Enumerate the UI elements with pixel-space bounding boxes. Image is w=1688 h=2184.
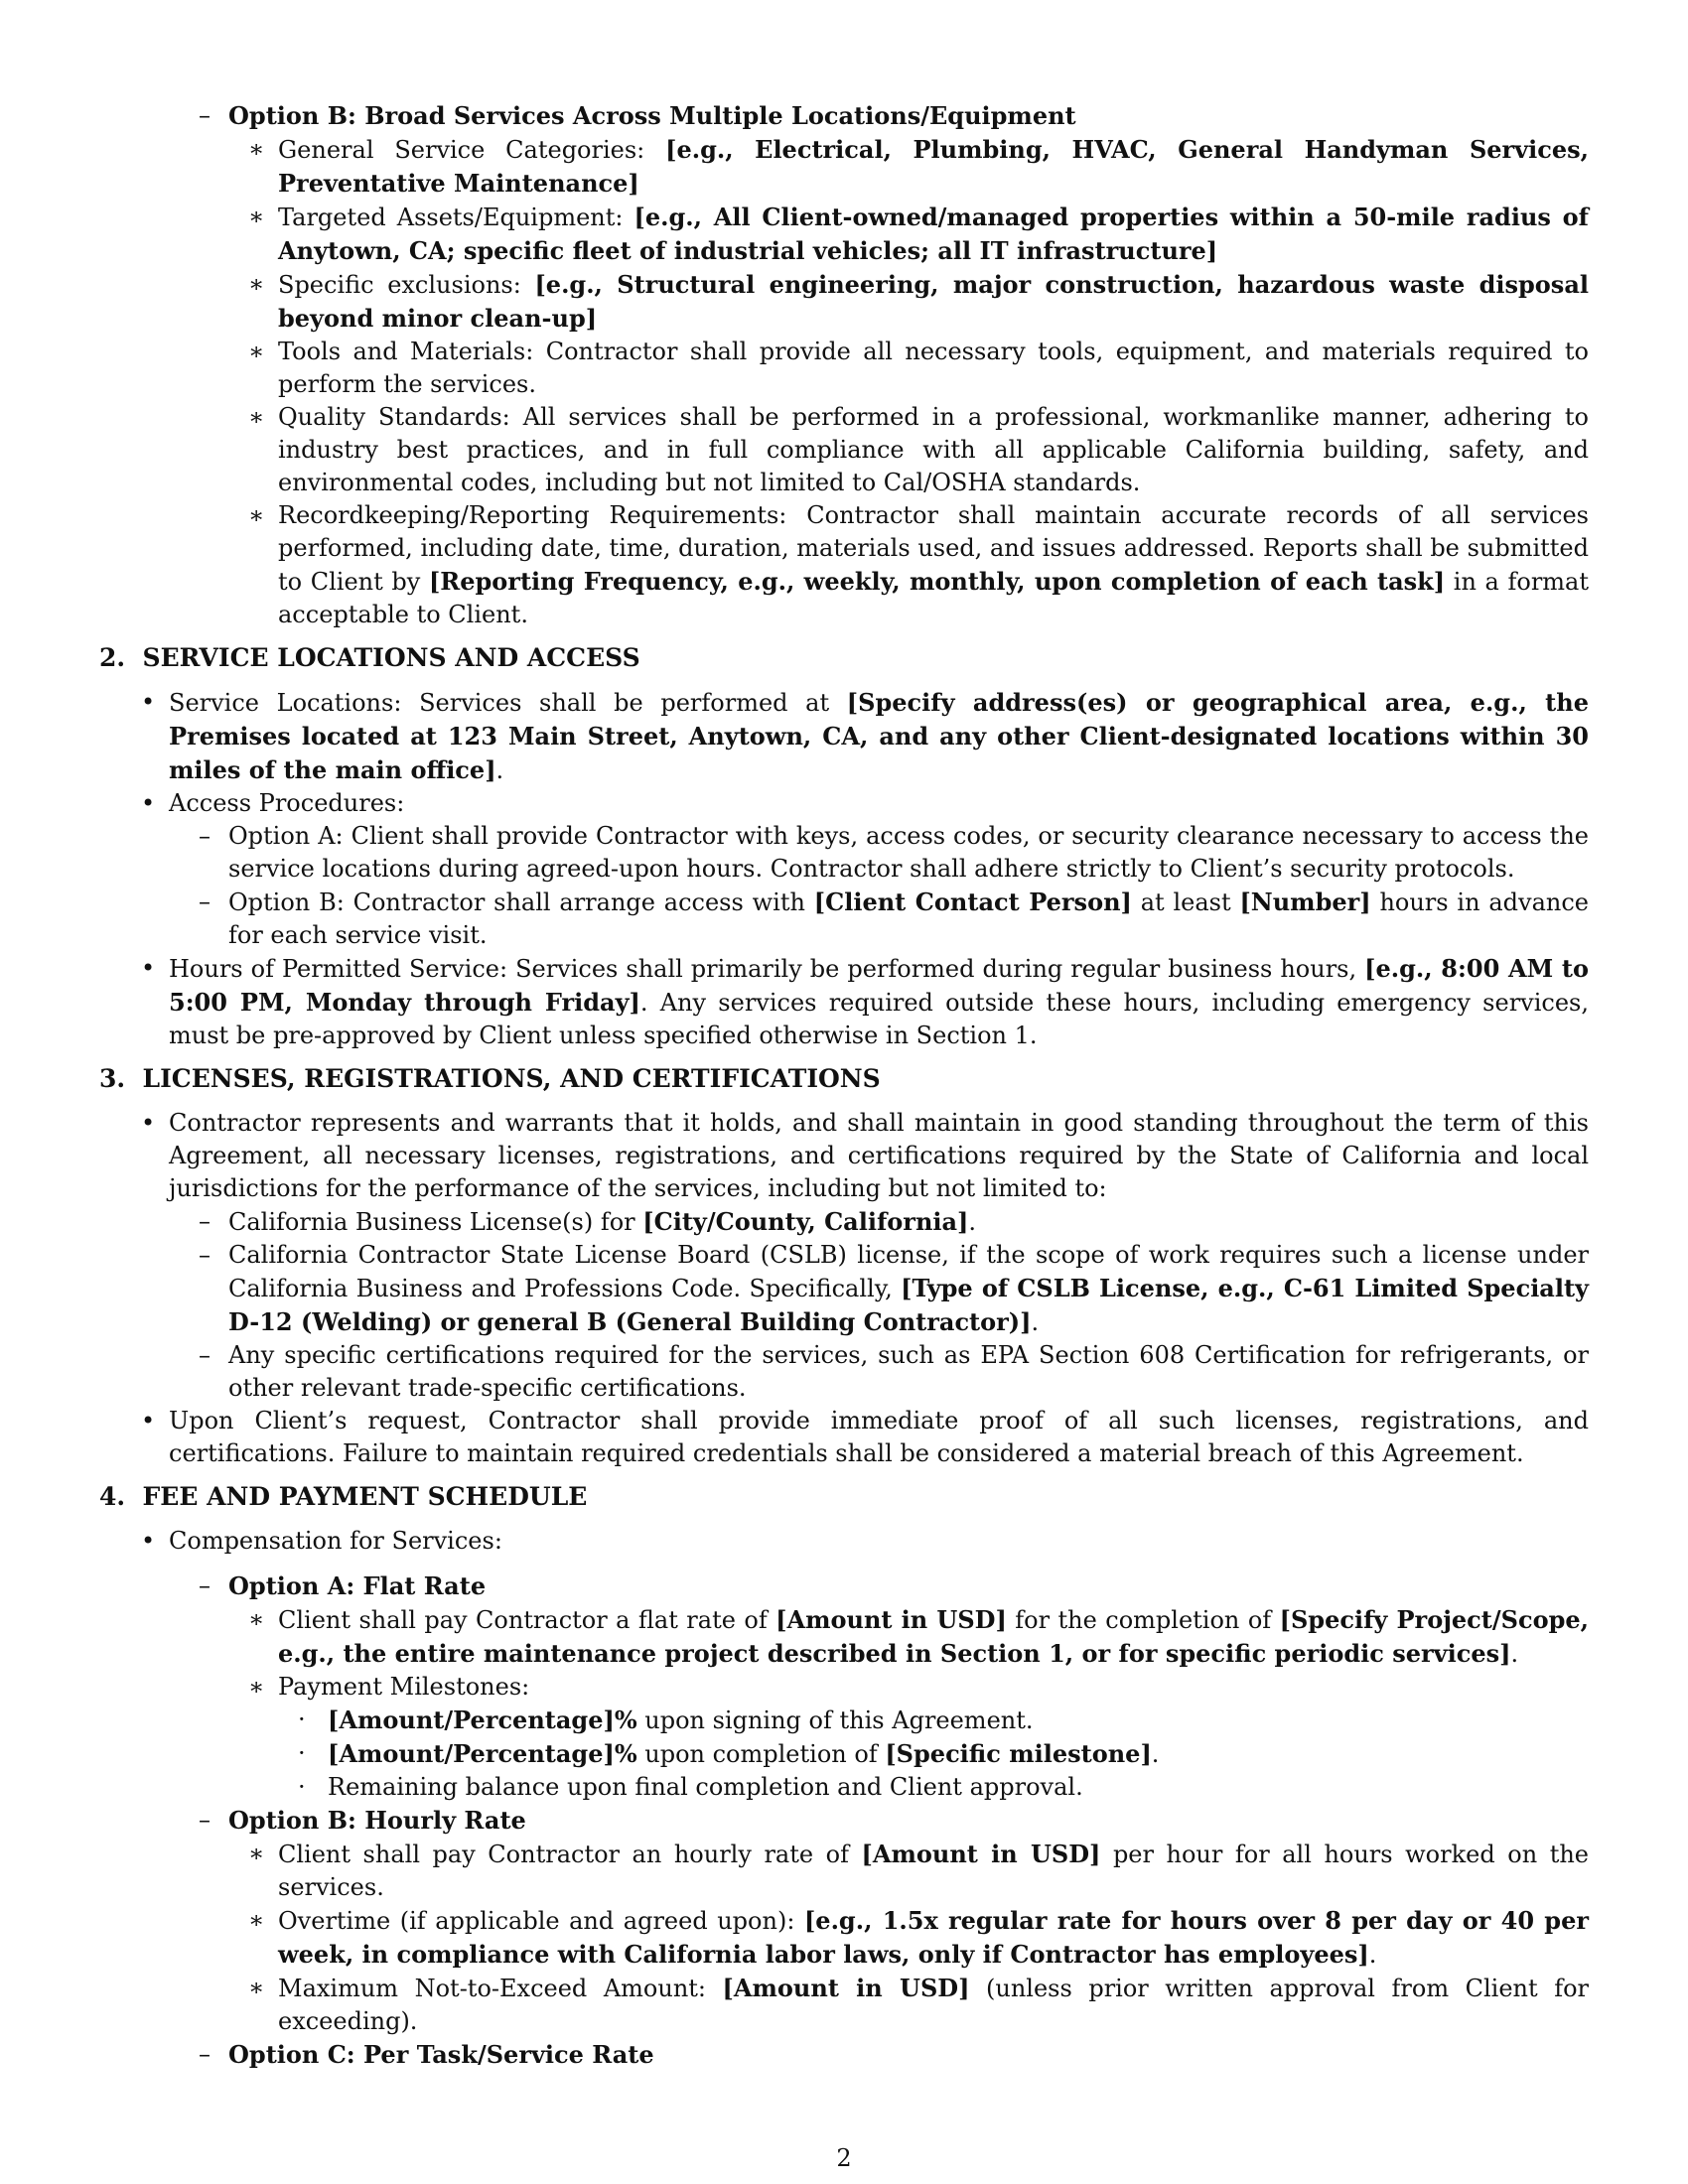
asterisk-marker: ∗ [248,1974,265,2001]
asterisk-marker: ∗ [248,270,265,298]
page-content [99,99,1589,2072]
list-item: · [Amount/Percentage]% upon completion of [Specific milestone]. [298,1739,1160,1768]
dot-marker: · [298,1773,306,1801]
page-number: 2 [836,2144,852,2172]
asterisk-marker: ∗ [248,203,265,230]
bullet-marker: • [141,1109,156,1137]
list-item: • Service Locations: Services shall be performed at [Specify address(es) or geographical area, e.g., the Premises located at 123 Main Street, Anytown, CA, and any other Client-designated locations within 30 miles of the main office]. [141,688,1589,784]
section-4-heading: 4. FEE AND PAYMENT SCHEDULE [99,1482,588,1511]
bullet-marker: • [141,688,156,716]
spacer [99,1558,1589,1570]
section-2-heading: 2. SERVICE LOCATIONS AND ACCESS [99,643,640,672]
list-item: – Option B: Contractor shall arrange access with [Client Contact Person] at least [Number] hours in advance for each service visit. [199,887,1589,949]
list-item: ∗ Recordkeeping/Reporting Requirements: Contractor shall maintain accurate records of all services performed, including date, time, duration, materials used, and issues addressed. Reports shall be submitted to Client by [Reporting Frequency, e.g., weekly, monthly, upon completion of each task] in a format acceptable to Client. [248,501,1590,628]
list-item: – Any specific certifications required for the services, such as EPA Section 608 Certification for refrigerants, or other relevant trade-specific certifications. [199,1341,1589,1402]
list-item: – Option A: Client shall provide Contractor with keys, access codes, or security clearance necessary to access the service locations during agreed-upon hours. Contractor shall adhere strictly to Client’s security protocols. [199,822,1589,883]
asterisk-marker: ∗ [248,1673,265,1701]
list-item: ∗ Quality Standards: All services shall be performed in a professional, workmanlike manner, adhering to industry best practices, and in full compliance with all applicable California building, safety, and environmental codes, including but not limited to Cal/OSHA standards. [248,403,1589,496]
option-b-broad-services: – Option B: Broad Services Across Multiple Locations/Equipment [199,101,1076,130]
section-3-heading: 3. LICENSES, REGISTRATIONS, AND CERTIFICATIONS [99,1064,881,1093]
dash-marker: – [199,1207,211,1235]
list-item: • Upon Client’s request, Contractor shall provide immediate proof of all such licenses, registrations, and certifications. Failure to maintain required credentials shall be considered a material breach of this Agreement. [141,1407,1589,1467]
bullet-marker: • [141,954,156,982]
asterisk-marker: ∗ [248,338,265,365]
list-item: ∗ Client shall pay Contractor a flat rate of [Amount in USD] for the completion of [Specify Project/Scope, e.g., the entire maintenance project described in Section 1, or for specific periodic services]. [248,1605,1589,1668]
dash-marker: – [199,1806,211,1834]
list-item: · Remaining balance upon final completion and Client approval. [99,1771,1589,1804]
dash-marker: – [199,822,211,850]
option-a-flat-rate: – Option A: Flat Rate [199,1571,487,1600]
list-item: – California Business License(s) for [City/County, California]. [199,1207,977,1236]
list-item: ∗ Specific exclusions: [e.g., Structural engineering, major construction, hazardous waste disposal beyond minor clean-up] [248,270,1589,333]
list-item: ∗ Payment Milestones: [99,1671,1589,1704]
asterisk-marker: ∗ [248,1605,265,1633]
list-item: ∗ General Service Categories: [e.g., Electrical, Plumbing, HVAC, General Handyman Services, Preventative Maintenance] [248,135,1589,198]
asterisk-marker: ∗ [248,1840,265,1867]
list-item: ∗ Client shall pay Contractor an hourly rate of [Amount in USD] per hour for all hours worked on the services. [248,1840,1589,1901]
dash-marker: – [199,2040,211,2068]
bullet-marker: • [141,1407,156,1434]
asterisk-marker: ∗ [248,501,265,529]
list-item: · [Amount/Percentage]% upon signing of this Agreement. [298,1706,1034,1734]
dot-marker: · [298,1739,306,1767]
list-item: • Compensation for Services: [99,1525,1589,1558]
dash-marker: – [199,1241,211,1269]
asterisk-marker: ∗ [248,135,265,163]
bullet-marker: • [141,789,156,817]
list-item: • Hours of Permitted Service: Services shall primarily be performed during regular business hours, [e.g., 8:00 AM to 5:00 PM, Monday through Friday]. Any services required outside these hours, including emergency services, must be pre-approved by Client unless specified otherwise in Section 1. [141,954,1589,1049]
list-item: ∗ Overtime (if applicable and agreed upon): [e.g., 1.5x regular rate for hours over 8 per day or 40 per week, in compliance with California labor laws, only if Contractor has employees]. [248,1906,1590,1969]
option-c-per-task: – Option C: Per Task/Service Rate [199,2040,654,2069]
option-b-hourly-rate: – Option B: Hourly Rate [199,1806,526,1835]
dash-marker: – [199,1571,211,1599]
list-item: – California Contractor State License Board (CSLB) license, if the scope of work requires such a license under California Business and Professions Code. Specifically, [Type of CSLB License, e.g., C-61 Limited Specialty D-12 (Welding) or general B (General Building Contractor)]. [199,1241,1590,1336]
dot-marker: · [298,1706,306,1733]
asterisk-marker: ∗ [248,1906,265,1934]
dash-marker: – [199,1341,211,1369]
asterisk-marker: ∗ [248,403,265,431]
list-item: • Access Procedures: [99,787,1589,820]
list-item: • Contractor represents and warrants that it holds, and shall maintain in good standing throughout the term of this Agreement, all necessary licenses, registrations, and certifications required by the State of California and local jurisdictions for the performance of the services, including but not limited to: [141,1109,1589,1202]
dash-marker: – [199,887,211,915]
list-item: ∗ Maximum Not-to-Exceed Amount: [Amount in USD] (unless prior written approval from Client for exceeding). [248,1974,1589,2035]
list-item: ∗ Targeted Assets/Equipment: [e.g., All Client-owned/managed properties within a 50-mile radius of Anytown, CA; specific fleet of industrial vehicles; all IT infrastructure] [248,203,1590,265]
list-item: ∗ Tools and Materials: Contractor shall provide all necessary tools, equipment, and materials required to perform the services. [248,338,1589,398]
dash-marker: – [199,101,211,129]
bullet-marker: • [141,1527,156,1555]
